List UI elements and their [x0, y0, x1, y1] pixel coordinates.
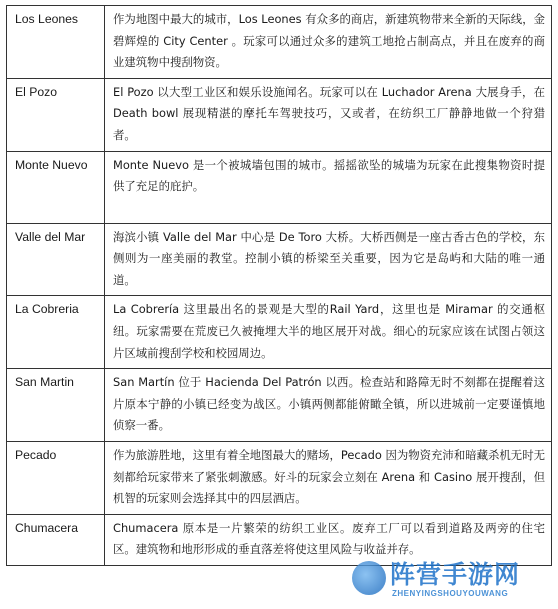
- place-description-cell: San Martín 位于 Hacienda Del Patrón 以西。检查站和路障无时不刻都在提醒着这片原本宁静的小镇已经变为战区。小镇两侧都能俯瞰全镇，所以进城前一定要谨慎地侦察一番。: [105, 369, 552, 442]
- place-name-cell: Monte Nuevo: [7, 151, 105, 223]
- watermark-logo-icon: [352, 561, 386, 595]
- place-description-cell: 作为地图中最大的城市，Los Leones 有众多的商店，新建筑物带来全新的天际线，金碧辉煌的 City Center 。玩家可以通过众多的建筑工地抢占制高点，并且在废弃的商业建筑物中搜刮物资。: [105, 6, 552, 79]
- watermark-subtitle: ZHENYINGSHOUYOUWANG: [392, 589, 509, 598]
- place-name-cell: La Cobreria: [7, 296, 105, 369]
- table-row: [7, 369, 552, 442]
- site-watermark: [352, 555, 552, 607]
- table-row: [7, 441, 552, 514]
- place-description-cell: 作为旅游胜地，这里有着全地图最大的赌场，Pecado 因为物资充沛和暗藏杀机无时无刻都给玩家带来了紧张刺激感。好斗的玩家会立刻在 Arena 和 Casino 展开搜刮，但机智的玩家则会选择其中的四层酒店。: [105, 441, 552, 514]
- place-name-cell: El Pozo: [7, 78, 105, 151]
- place-description-cell: Chumacera 原本是一片繁荣的纺织工业区。废弃工厂可以看到道路及两旁的住宅区。建筑物和地形形成的垂直落差将使这里风险与收益并存。: [105, 514, 552, 565]
- place-name-cell: Pecado: [7, 441, 105, 514]
- table-row: [7, 151, 552, 223]
- place-name-cell: Los Leones: [7, 6, 105, 79]
- place-description-cell: La Cobrería 这里最出名的景观是大型的Rail Yard，这里也是 Miramar 的交通枢纽。玩家需要在荒废已久被掩埋大半的地区展开对战。细心的玩家应该在试图占领这片区域前搜刮学校和校园周边。: [105, 296, 552, 369]
- table-row: [7, 78, 552, 151]
- place-description-cell: Monte Nuevo 是一个被城墙包围的城市。摇摇欲坠的城墙为玩家在此搜集物资时提供了充足的庇护。: [105, 151, 552, 223]
- place-name-cell: San Martin: [7, 369, 105, 442]
- table-row: [7, 223, 552, 296]
- place-name-cell: Valle del Mar: [7, 223, 105, 296]
- watermark-title: 阵营手游网: [390, 560, 521, 589]
- place-name-cell: Chumacera: [7, 514, 105, 565]
- table-row: [7, 6, 552, 79]
- table-row: [7, 296, 552, 369]
- place-description-cell: 海滨小镇 Valle del Mar 中心是 De Toro 大桥。大桥西侧是一座古香古色的学校，东侧则为一座美丽的教堂。控制小镇的桥梁至关重要，因为它是岛屿和大陆的唯一通道。: [105, 223, 552, 296]
- place-description-cell: El Pozo 以大型工业区和娱乐设施闻名。玩家可以在 Luchador Arena 大展身手，在Death bowl 展现精湛的摩托车驾驶技巧，又或者，在纺织工厂静静地做一个狩猎者。: [105, 78, 552, 151]
- map-locations-table: [6, 5, 552, 566]
